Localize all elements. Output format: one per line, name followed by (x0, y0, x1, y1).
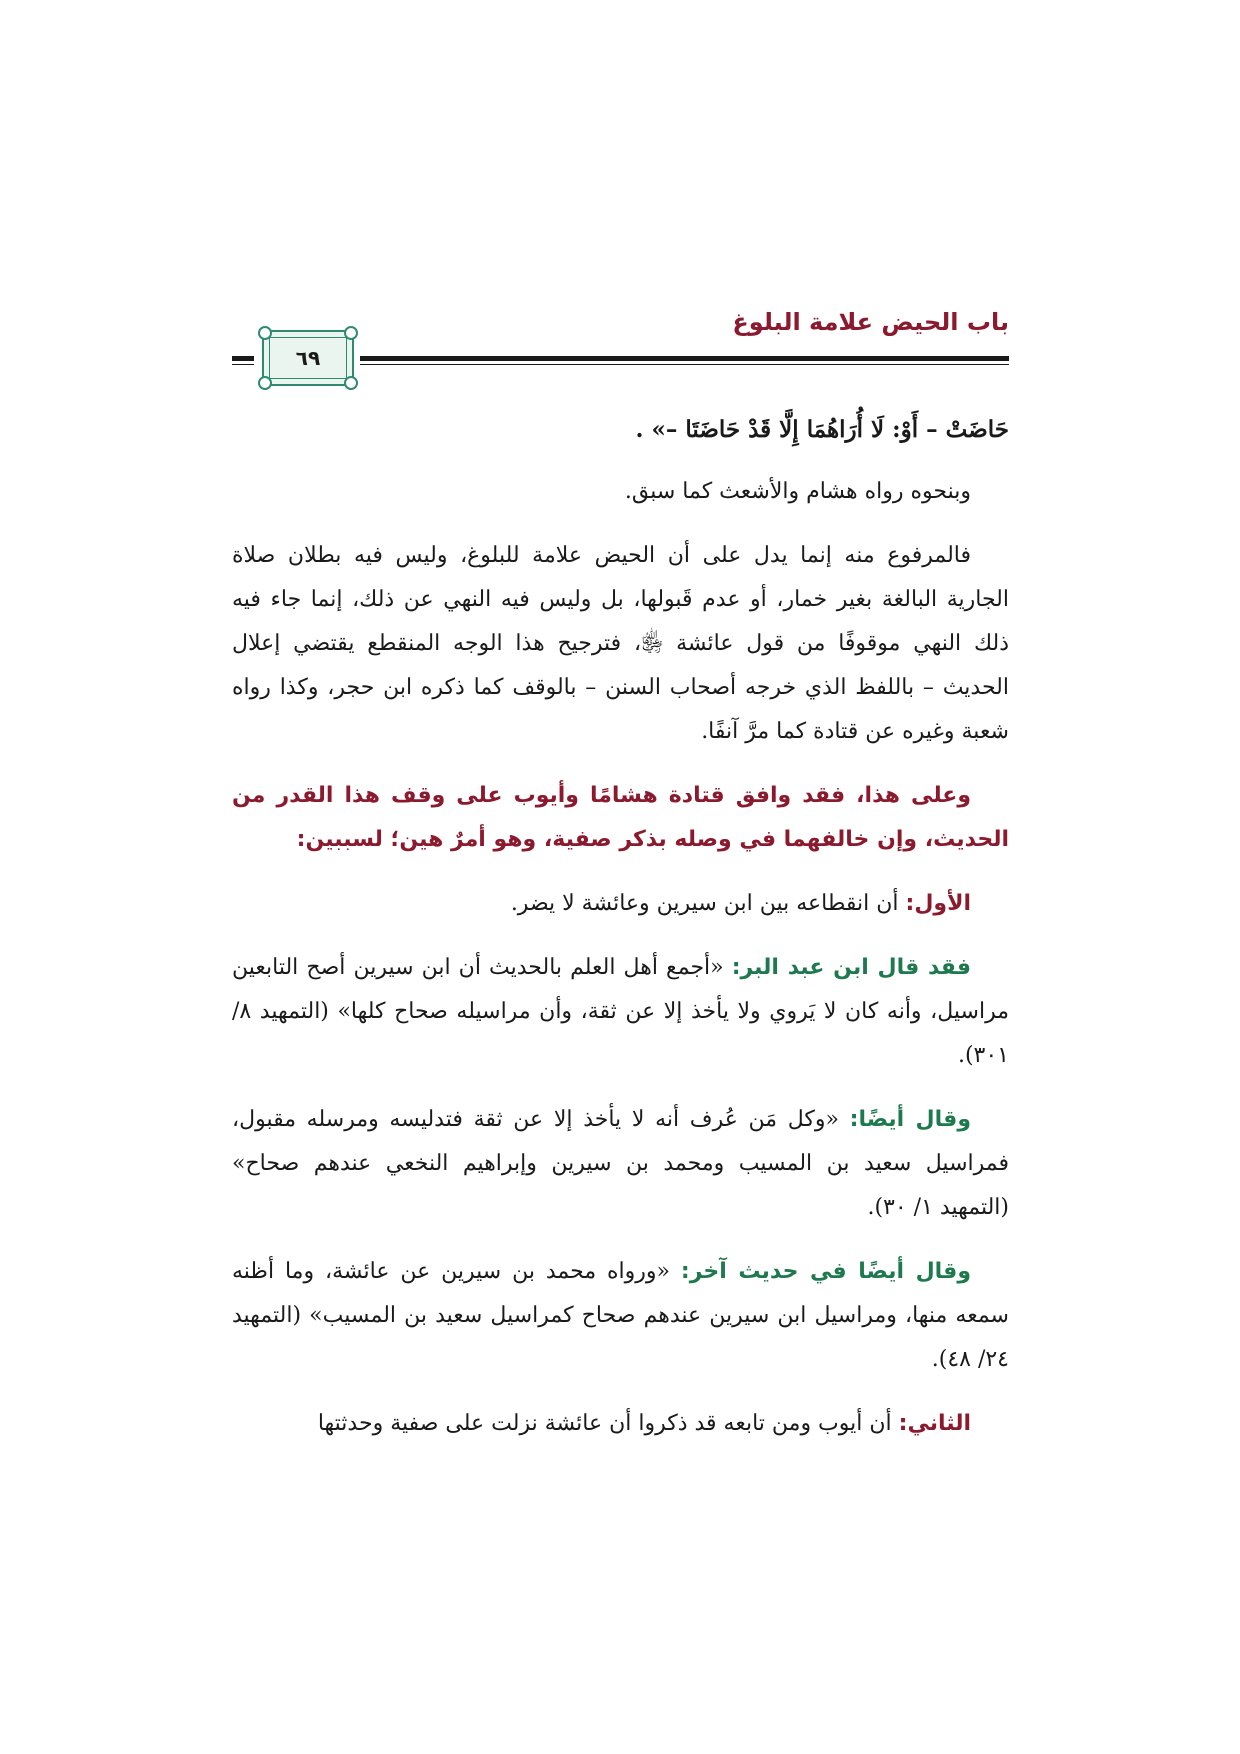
paragraph (232, 1098, 1009, 1230)
paragraph-quote-end: حَاضَتْ – أَوْ: لَا أُرَاهُمَا إِلَّا قَدْ حَاضَتَا –» . (635, 416, 1009, 443)
frame-ornament (258, 376, 272, 390)
running-title: باب الحيض علامة البلوغ (732, 308, 1009, 336)
paragraph (232, 946, 1009, 1078)
paragraph-text: أن انقطاعه بين ابن سيرين وعائشة لا يضر. (510, 891, 906, 916)
paragraph: فالمرفوع منه إنما يدل على أن الحيض علامة للبلوغ، وليس فيه بطلان صلاة الجارية البالغة بغير خمار، أو عدم قَبولها، بل وليس فيه النهي عن ذلك، إنما جاء فيه ذلك النهي موقوفًا من قول عائشة ﵂، فترجيح هذا الوجه المنقطع يقتضي إعلال الحديث – باللفظ الذي خرجه أصحاب السنن – بالوقف كما ذكره ابن حجر، وكذا رواه شعبة وغيره عن قتادة كما مرَّ آنفًا. (232, 543, 1009, 744)
page-number: ٦٩ (295, 346, 321, 370)
page-body (232, 408, 1009, 1466)
paragraph-lead: وقال أيضًا: (849, 1107, 971, 1132)
frame-ornament (344, 376, 358, 390)
paragraph (232, 1402, 1009, 1446)
paragraph (232, 1250, 1009, 1382)
paragraph-text: «ورواه محمد بن سيرين عن عائشة، وما أظنه سمعه منها، ومراسيل ابن سيرين عندهم صحاح كمراسيل سعيد بن المسيب» (التمهيد ٢٤/ ٤٨). (232, 1259, 1009, 1372)
paragraph: وبنحوه رواه هشام والأشعث كما سبق. (624, 479, 971, 504)
paragraph-highlight: وعلى هذا، فقد وافق قتادة هشامًا وأيوب على وقف هذا القدر من الحديث، وإن خالفهما في وصله بذكر صفية، وهو أمرٌ هين؛ لسببين: (232, 783, 1009, 852)
header-rule-thin (360, 364, 1009, 365)
frame-ornament (344, 326, 358, 340)
paragraph-lead: الثاني: (898, 1411, 971, 1436)
paragraph-lead: الأول: (905, 891, 971, 916)
page-header (232, 300, 1009, 390)
header-rule-thick (360, 356, 1009, 361)
paragraph-text: «أجمع أهل العلم بالحديث أن ابن سيرين أصح التابعين مراسيل، وأنه كان لا يَروي ولا يأخذ إلا عن ثقة، وأن مراسيله صحاح كلها» (التمهيد ٨/ ٣٠١). (232, 955, 1009, 1068)
page-number-frame (262, 330, 354, 386)
frame-ornament (258, 326, 272, 340)
paragraph-text: أن أيوب ومن تابعه قد ذكروا أن عائشة نزلت على صفية وحدثتها (317, 1411, 899, 1436)
header-rule-left-thin (232, 364, 254, 365)
header-rule-left-thick (232, 356, 254, 361)
paragraph (232, 882, 1009, 926)
paragraph-text: «وكل مَن عُرف أنه لا يأخذ إلا عن ثقة فتدليسه ومرسله مقبول، فمراسيل سعيد بن المسيب ومحمد بن سيرين وإبراهيم النخعي عندهم صحاح» (التمهيد ١/ ٣٠). (232, 1107, 1009, 1220)
paragraph-lead: فقد قال ابن عبد البر: (731, 955, 971, 980)
paragraph-lead: وقال أيضًا في حديث آخر: (680, 1259, 971, 1284)
